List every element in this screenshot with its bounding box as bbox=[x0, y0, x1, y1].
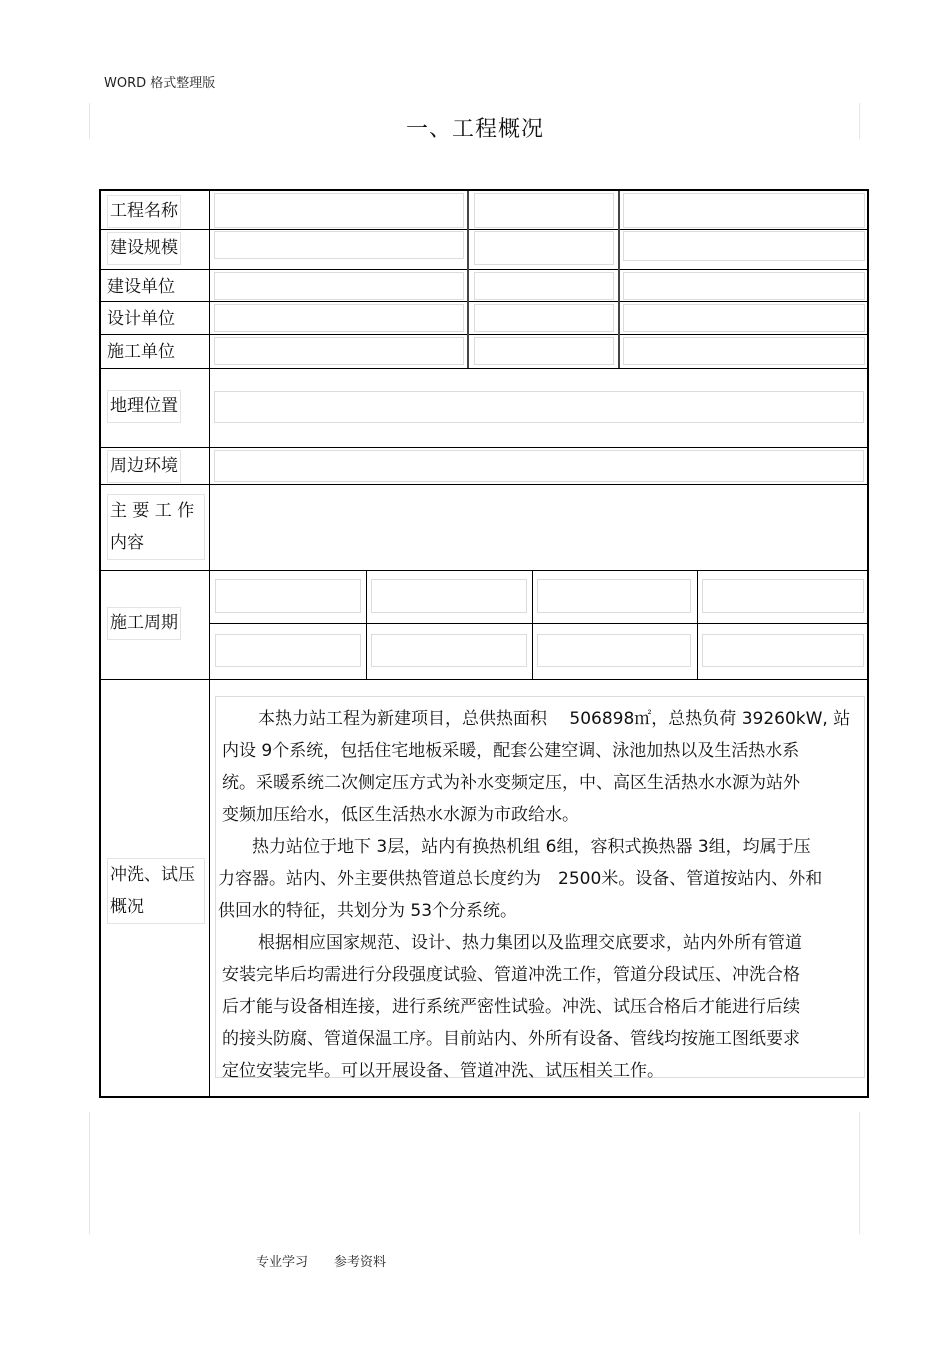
surroundings-field[interactable] bbox=[214, 450, 864, 482]
surroundings-label: 周边环境 bbox=[107, 450, 181, 483]
table-row bbox=[101, 229, 867, 270]
overview-line: 定位安装完毕。可以开展设备、管道冲洗、试压相关工作。 bbox=[222, 1061, 664, 1081]
label-cell bbox=[101, 301, 210, 334]
period-cell[interactable] bbox=[537, 579, 691, 613]
margin-line bbox=[89, 1112, 90, 1234]
column-divider bbox=[532, 570, 533, 679]
designer-field[interactable] bbox=[214, 304, 464, 332]
label-cell bbox=[101, 447, 210, 484]
overview-text-box bbox=[215, 696, 865, 1081]
label-cell bbox=[101, 484, 210, 570]
contractor-field-3[interactable] bbox=[623, 337, 865, 365]
label-cell bbox=[101, 368, 210, 447]
label-cell bbox=[101, 570, 210, 679]
period-cell[interactable] bbox=[537, 634, 691, 667]
column-divider bbox=[618, 301, 620, 334]
margin-line bbox=[859, 103, 860, 139]
table-row bbox=[101, 679, 867, 1098]
column-divider bbox=[467, 301, 469, 334]
scale-field-2[interactable] bbox=[474, 231, 614, 265]
period-cell[interactable] bbox=[702, 634, 864, 667]
overview-line: 统。采暖系统二次侧定压方式为补水变频定压，中、高区生活热水水源为站外 bbox=[222, 773, 800, 793]
overview-line: 力容器。站内、外主要供热管道总长度约为 2500米。设备、管道按站内、外和 bbox=[218, 869, 823, 889]
overview-line: 的接头防腐、管道保温工序。目前站内、外所有设备、管线均按施工图纸要求 bbox=[222, 1029, 800, 1049]
column-divider bbox=[618, 269, 620, 301]
designer-label: 设计单位 bbox=[107, 309, 175, 329]
flush-test-label-line1: 冲洗、试压 bbox=[110, 865, 195, 885]
overview-line: 变频加压给水，低区生活热水水源为市政给水。 bbox=[222, 805, 579, 825]
table-row bbox=[101, 334, 867, 369]
page-title: 一、工程概况 bbox=[405, 117, 544, 142]
project-name-field[interactable] bbox=[214, 193, 464, 228]
column-divider bbox=[618, 191, 620, 229]
scale-field[interactable] bbox=[214, 231, 464, 259]
column-divider bbox=[467, 269, 469, 301]
overview-line: 热力站位于地下 3层，站内有换热机组 6组，容积式换热器 3组，均属于压 bbox=[252, 837, 811, 857]
document-header-label: WORD 格式整理版 bbox=[104, 76, 216, 91]
project-name-label: 工程名称 bbox=[107, 195, 181, 228]
scale-label: 建设规模 bbox=[107, 232, 181, 265]
period-cell[interactable] bbox=[215, 634, 361, 667]
table-row bbox=[101, 368, 867, 448]
table-row bbox=[101, 484, 867, 571]
designer-field-3[interactable] bbox=[623, 304, 865, 332]
project-overview-table bbox=[99, 189, 869, 1098]
table-row bbox=[101, 447, 867, 485]
project-name-field-2[interactable] bbox=[474, 193, 614, 228]
period-cell[interactable] bbox=[371, 634, 527, 667]
row-divider bbox=[210, 623, 867, 624]
overview-line: 供回水的特征，共划分为 53个分系统。 bbox=[218, 901, 518, 921]
margin-line bbox=[859, 1112, 860, 1234]
table-row bbox=[101, 191, 867, 230]
owner-field[interactable] bbox=[214, 272, 464, 300]
overview-line: 安装完毕后均需进行分段强度试验、管道冲洗工作，管道分段试压、冲洗合格 bbox=[222, 965, 800, 985]
footer-left-label: 专业学习 bbox=[256, 1255, 309, 1270]
column-divider bbox=[618, 229, 620, 269]
contractor-label: 施工单位 bbox=[107, 342, 175, 362]
owner-label: 建设单位 bbox=[107, 277, 175, 297]
period-cell[interactable] bbox=[215, 579, 361, 613]
period-cell[interactable] bbox=[371, 579, 527, 613]
label-cell bbox=[101, 229, 210, 269]
project-name-field-3[interactable] bbox=[623, 193, 865, 228]
location-label: 地理位置 bbox=[107, 390, 181, 423]
label-cell bbox=[101, 269, 210, 301]
column-divider bbox=[697, 570, 698, 679]
column-divider bbox=[467, 229, 469, 269]
label-cell bbox=[101, 679, 210, 1098]
table-row bbox=[101, 570, 867, 680]
scale-field-3[interactable] bbox=[623, 231, 865, 261]
label-cell bbox=[101, 191, 210, 229]
table-row bbox=[101, 269, 867, 302]
column-divider bbox=[467, 191, 469, 229]
designer-field-2[interactable] bbox=[474, 304, 614, 332]
overview-line: 内设 9个系统，包括住宅地板采暖，配套公建空调、泳池加热以及生活热水系 bbox=[222, 741, 800, 761]
label-cell bbox=[101, 334, 210, 368]
contractor-field[interactable] bbox=[214, 337, 464, 365]
location-field[interactable] bbox=[214, 391, 864, 423]
table-row bbox=[101, 301, 867, 335]
column-divider bbox=[366, 570, 367, 679]
overview-line: 本热力站工程为新建项目，总供热面积 506898㎡，总热负荷 39260kW, 站 bbox=[258, 709, 851, 729]
owner-field-2[interactable] bbox=[474, 272, 614, 300]
period-cell[interactable] bbox=[702, 579, 864, 613]
main-work-label-line1: 主 要 工 作 bbox=[110, 501, 195, 521]
period-label: 施工周期 bbox=[107, 607, 181, 640]
footer-right-label: 参考资料 bbox=[334, 1255, 387, 1270]
margin-line bbox=[89, 103, 90, 139]
flush-test-label-line2: 概况 bbox=[110, 897, 144, 917]
overview-line: 根据相应国家规范、设计、热力集团以及监理交底要求，站内外所有管道 bbox=[258, 933, 802, 953]
flush-test-label bbox=[107, 858, 205, 924]
column-divider bbox=[618, 334, 620, 368]
main-work-label-line2: 内容 bbox=[110, 533, 144, 553]
main-work-label bbox=[107, 494, 205, 560]
owner-field-3[interactable] bbox=[623, 272, 865, 300]
column-divider bbox=[467, 334, 469, 368]
overview-line: 后才能与设备相连接，进行系统严密性试验。冲洗、试压合格后才能进行后续 bbox=[222, 997, 800, 1017]
contractor-field-2[interactable] bbox=[474, 337, 614, 365]
